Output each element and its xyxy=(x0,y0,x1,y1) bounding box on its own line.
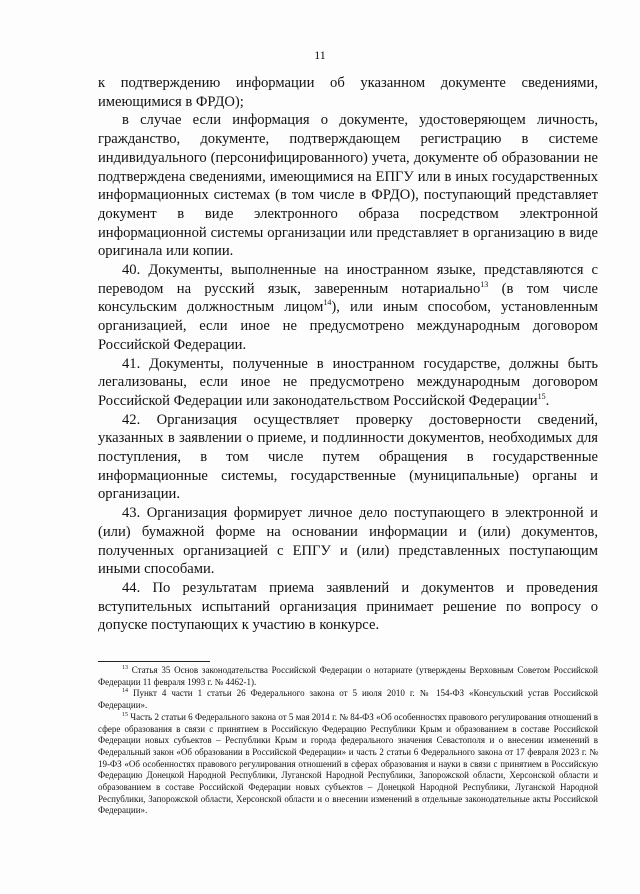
page-number: 11 xyxy=(314,48,326,62)
paragraph-40-text-b: (в том числе консульским должностным лицом xyxy=(98,280,598,316)
footnote-separator xyxy=(98,661,210,662)
paragraph-43: 43. Организация формирует личное дело поступающего в электронной и (или) бумажной форме на основании информации и (или) документов, полученных организацией с ЕПГУ и (или) представленных поступающим иными способами. xyxy=(98,505,598,578)
footnote-13 xyxy=(98,665,598,688)
footnote-14 xyxy=(98,688,598,711)
footnotes xyxy=(98,665,598,817)
footnote-14-number: 14 xyxy=(122,688,128,695)
footnote-ref-15: 15 xyxy=(537,392,546,402)
footnote-14-text: Пункт 4 части 1 статьи 26 Федерального закона от 5 июля 2010 г. № 154-ФЗ «Консульский устав Российской Федерации». xyxy=(98,688,598,711)
paragraph-40-text-c: ), или иным способом, установленным организацией, если иное не предусмотрено международным договором Российской Федерации. xyxy=(98,299,598,353)
paragraph-frdo-continuation: к подтверждению информации об указанном документе сведениями, имеющимися в ФРДО); xyxy=(98,75,598,110)
footnote-15-text: Часть 2 статьи 6 Федерального закона от 5 мая 2014 г. № 84-ФЗ «Об особенностях правового регулирования отношений в сфере образования в связи с принятием в Российскую Федерацию Республики Крым и образованием в составе Российской Федерации новых субъектов – Республики Крым и города федерального значения Севастополя и о внесении изменений в Федеральный закон «Об образовании в Российской Федерации» и часть 2 статьи 6 Федерального закона от 17 февраля 2023 г. № 19-ФЗ «Об особенностях правового регулирования отношений в сферах образования и науки в связи с принятием в Российскую Федерацию Донецкой Народной Республики, Луганской Народной Республики, Запорожской области, Херсонской области и образованием в составе Российской Федерации новых субъектов – Донецкой Народной Республики, Луганской Народной Республики, Запорожской области, Херсонской области и о внесении изменений в отдельные законодательные акты Российской Федерации». xyxy=(98,711,598,816)
paragraph-42: 42. Организация осуществляет проверку достоверности сведений, указанных в заявлении о приеме, и подлинности документов, необходимых для поступления, в том числе путем обращения в государственные информационные системы, государственные (муниципальные) органы и организации. xyxy=(98,411,598,503)
paragraph-40 xyxy=(98,261,598,355)
footnote-13-text: Статья 35 Основ законодательства Российской Федерации о нотариате (утверждены Верховным Советом Российской Федерации 11 февраля 1993 г. № 4462-1). xyxy=(98,665,598,687)
footnote-15 xyxy=(98,712,598,817)
paragraph-41 xyxy=(98,355,598,411)
main-text xyxy=(98,74,598,635)
paragraph-41-text-a: 41. Документы, полученные в иностранном государстве, должны быть легализованы, если иное не предусмотрено международным договором Российской Федерации или законодательством Российской Федерации xyxy=(98,355,598,409)
footnote-13-number: 13 xyxy=(122,665,128,671)
paragraph-unverified-documents: в случае если информация о документе, удостоверяющем личность, гражданство, документе, подтверждающем регистрацию в системе индивидуального (персонифицированного) учета, документе об образовании не подтверждена сведениями, имеющимися на ЕПГУ или в иных государственных информационных системах (в том числе в ФРДО), поступающий представляет документ в виде электронного образа посредством электронной информационной системы организации или представляет в организацию в виде оригинала или копии. xyxy=(98,112,598,260)
footnote-ref-13: 13 xyxy=(480,279,489,289)
footnote-ref-14: 14 xyxy=(323,298,332,308)
paragraph-44: 44. По результатам приема заявлений и документов и проведения вступительных испытаний организация принимает решение по вопросу о допуске поступающих к участию в конкурсе. xyxy=(98,579,598,634)
paragraph-41-text-b: . xyxy=(545,392,550,409)
paragraph-40-text-a: 40. Документы, выполненные на иностранном языке, представляются с переводом на русский язык, заверенным нотариально xyxy=(98,262,598,297)
footnote-15-number: 15 xyxy=(122,711,128,718)
